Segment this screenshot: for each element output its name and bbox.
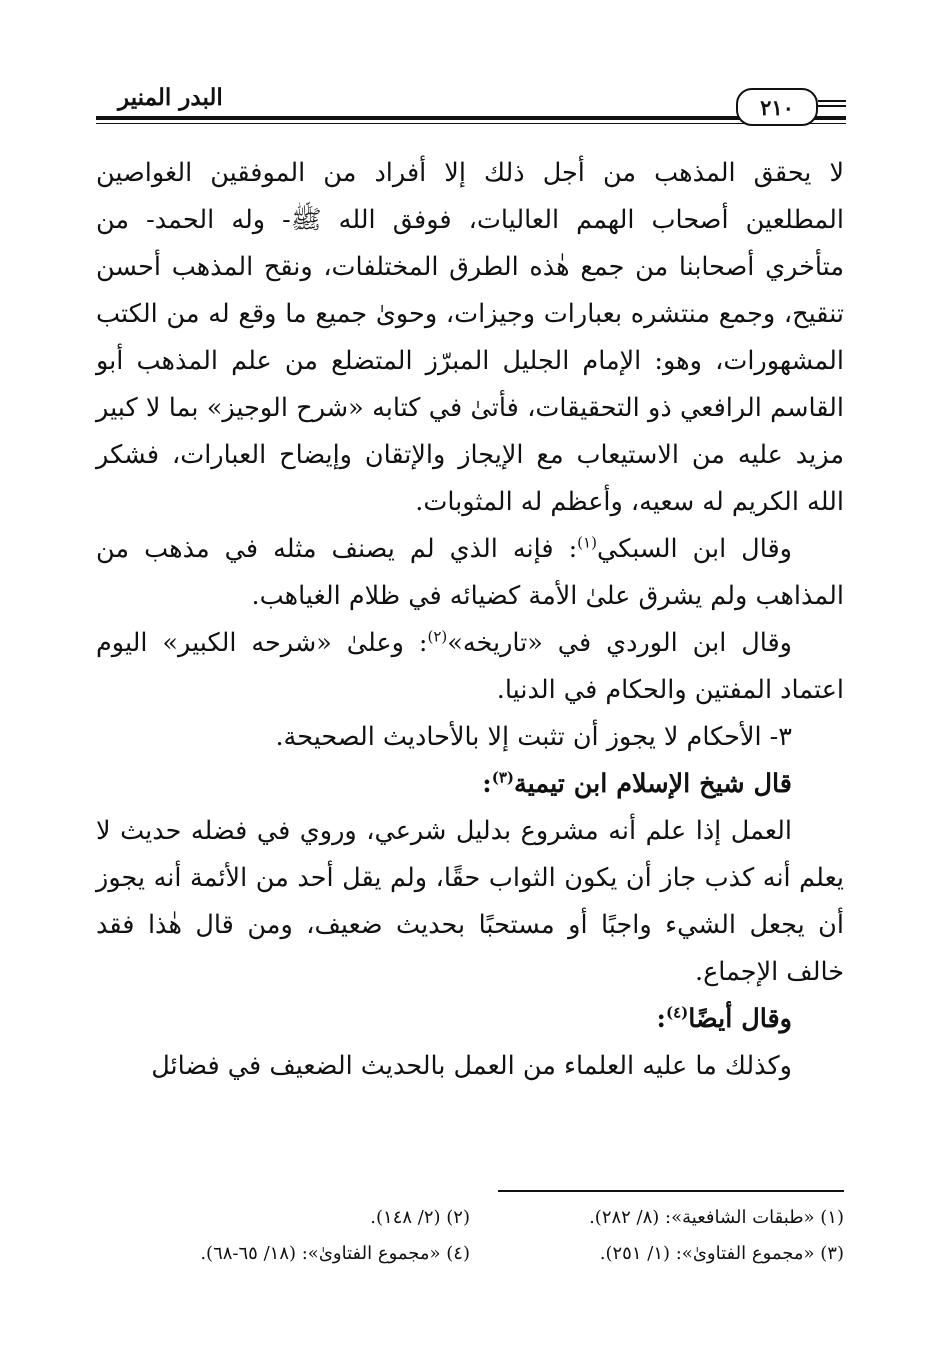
running-title: البدر المنير (118, 84, 223, 111)
text-span: : (656, 1004, 666, 1034)
footnote-marker: (٤) (665, 1003, 689, 1022)
header-ornament-line (818, 105, 846, 107)
section-heading (96, 761, 844, 808)
footnote-marker: (١) (577, 533, 597, 552)
section-heading (96, 996, 844, 1043)
footnote-separator (498, 1190, 844, 1192)
header-rule (96, 116, 846, 120)
text-span: : (482, 769, 492, 799)
text-span: وقال ابن الوردي في «تاريخه» (447, 628, 792, 658)
main-text (96, 150, 844, 1090)
paragraph: العمل إذا علم أنه مشروع بدليل شرعي، وروي في فضله حديث لا يعلم أنه كذب جاز أن يكون الثواب حقًا، ولم يقل أحد من الأئمة أنه يجوز أن يجعل الشيء واجبًا أو مستحبًا بحديث ضعيف، ومن قال هٰذا فقد خالف الإجماع. (96, 816, 844, 987)
footnote-2: (٢) (٢/ ١٤٨). (370, 1207, 470, 1228)
page-header (96, 80, 846, 130)
footnote-4: (٤) «مجموع الفتاوىٰ»: (١٨/ ٦٥-٦٨). (200, 1243, 470, 1264)
page-number: ٢١٠ (736, 88, 818, 126)
text-span: : وعلىٰ «شرحه الكبير» اليوم اعتماد المفتين والحكام في الدنيا. (96, 628, 844, 705)
text-span: : فإنه الذي لم يصنف مثله في مذهب من المذاهب ولم يشرق علىٰ الأمة كضيائه في ظلام الغياهب. (96, 534, 844, 611)
text-span: وقال ابن السبكي (596, 534, 792, 564)
text-span: وقال أيضًا (688, 1004, 792, 1034)
paragraph: وكذلك ما عليه العلماء من العمل بالحديث الضعيف في فضائل (151, 1051, 792, 1081)
header-rule-thin (96, 123, 846, 124)
footnote-row (96, 1236, 844, 1272)
footnote-1: (١) «طبقات الشافعية»: (٨/ ٢٨٢). (589, 1207, 844, 1228)
header-ornament-line (818, 100, 846, 102)
footnotes (96, 1200, 844, 1272)
numbered-point: ٣- الأحكام لا يجوز أن تثبت إلا بالأحاديث الصحيحة. (275, 722, 792, 752)
paragraph (96, 620, 844, 714)
footnote-marker: (٢) (427, 627, 448, 646)
paragraph (96, 526, 844, 620)
footnote-marker: (٣) (491, 768, 514, 787)
footnote-row (96, 1200, 844, 1236)
paragraph: لا يحقق المذهب من أجل ذلك إلا أفراد من الموفقين الغواصين المطلعين أصحاب الهمم العاليات، فوفق الله ﷺ- وله الحمد- من متأخري أصحابنا من جمع هٰذه الطرق المختلفات، ونقح المذهب أحسن تنقيح، وجمع منتشره بعبارات وجيزات، وحوىٰ جميع ما وقع له من الكتب المشهورات، وهو: الإمام الجليل المبرّز المتضلع من علم المذهب أبو القاسم الرافعي ذو التحقيقات، فأتىٰ في كتابه «شرح الوجيز» بما لا كبير مزيد عليه من الاستيعاب مع الإيجاز والإتقان وإيضاح العبارات، فشكر الله الكريم له سعيه، وأعظم له المثوبات. (96, 158, 844, 517)
footnote-3: (٣) «مجموع الفتاوىٰ»: (١/ ٢٥١). (599, 1243, 844, 1264)
text-span: قال شيخ الإسلام ابن تيمية (513, 769, 792, 799)
